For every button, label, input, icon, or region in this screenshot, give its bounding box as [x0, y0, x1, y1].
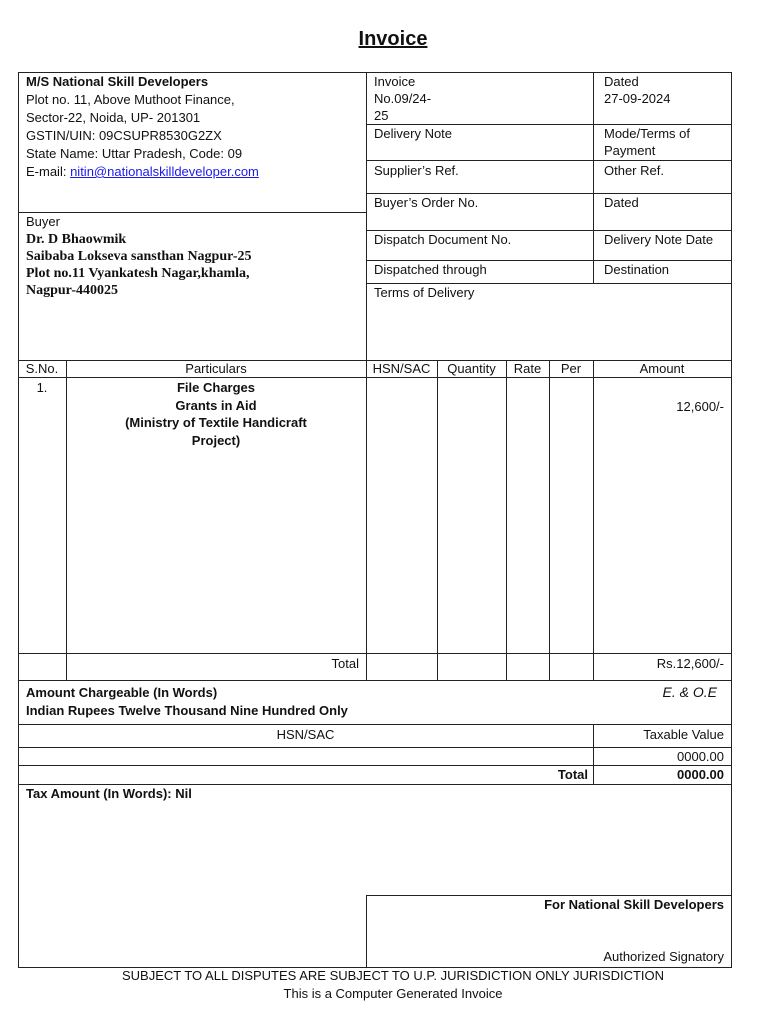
dated-value: 27-09-2024 — [604, 91, 671, 106]
destination-label: Destination — [604, 262, 670, 277]
amount-words-value: Indian Rupees Twelve Thousand Nine Hundred Only — [26, 703, 348, 718]
tax-row-value: 0000.00 — [677, 749, 724, 764]
tax-total-label: Total — [557, 767, 588, 782]
buyer-label: Buyer — [26, 214, 60, 229]
buyer-address-line1: Saibaba Lokseva sansthan Nagpur-25 — [26, 249, 252, 264]
mode-terms-label: Mode/Terms of — [604, 126, 690, 141]
items-total-label: Total — [331, 656, 359, 671]
items-total-amount: Rs.12,600/- — [656, 656, 724, 671]
buyer-address-line3: Nagpur-440025 — [26, 283, 119, 298]
seller-name: M/S National Skill Developers — [26, 74, 209, 89]
authorized-signatory: Authorized Signatory — [603, 949, 724, 964]
row-particulars-line1: File Charges — [176, 380, 256, 395]
buyer-name: Dr. D Bhaowmik — [26, 232, 127, 247]
header-hsn: HSN/SAC — [372, 361, 431, 376]
signature-for-label: For National Skill Developers — [544, 897, 724, 912]
seller-state: State Name: Uttar Pradesh, Code: 09 — [26, 146, 243, 161]
seller-address-line1: Plot no. 11, Above Muthoot Finance, — [26, 92, 235, 107]
row-particulars-line2: Grants in Aid — [175, 398, 257, 413]
footer-jurisdiction: SUBJECT TO ALL DISPUTES ARE SUBJECT TO U.P. JURISDICTION ONLY JURISDICTION — [121, 968, 665, 983]
delivery-note-date-label: Delivery Note Date — [604, 232, 714, 247]
header-quantity: Quantity — [447, 361, 496, 376]
tax-amount-words: Tax Amount (In Words): Nil — [26, 786, 192, 801]
tax-header-taxable: Taxable Value — [643, 727, 724, 742]
seller-address-line2: Sector-22, Noida, UP- 201301 — [26, 110, 201, 125]
footer-computer-generated: This is a Computer Generated Invoice — [283, 986, 503, 1001]
invoice-number-label: Invoice — [374, 74, 416, 89]
seller-email-row — [26, 164, 259, 180]
header-particulars: Particulars — [185, 361, 247, 376]
eoe-note: E. & O.E — [662, 684, 717, 700]
mode-terms-label-cont: Payment — [604, 143, 656, 158]
header-per: Per — [560, 361, 582, 376]
row-particulars-line3: (Ministry of Textile Handicraft — [125, 415, 307, 430]
suppliers-ref-label: Supplier’s Ref. — [374, 163, 459, 178]
header-amount: Amount — [639, 361, 685, 376]
terms-of-delivery-label: Terms of Delivery — [374, 285, 475, 300]
header-rate: Rate — [513, 361, 542, 376]
row-sno: 1. — [36, 380, 48, 395]
invoice-number-cont: 25 — [374, 108, 389, 123]
dispatched-through-label: Dispatched through — [374, 262, 487, 277]
tax-header-hsn: HSN/SAC — [276, 727, 335, 742]
seller-email-label: E-mail: — [26, 164, 67, 179]
order-dated-label: Dated — [604, 195, 639, 210]
dispatch-doc-label: Dispatch Document No. — [374, 232, 512, 247]
invoice-title: Invoice — [358, 28, 428, 50]
amount-words-label: Amount Chargeable (In Words) — [26, 685, 218, 700]
row-amount: 12,600/- — [676, 399, 724, 414]
seller-gstin: GSTIN/UIN: 09CSUPR8530G2ZX — [26, 128, 222, 143]
seller-email-link[interactable]: nitin@nationalskilldeveloper.com — [70, 164, 259, 179]
buyer-address-line2: Plot no.11 Vyankatesh Nagar,khamla, — [26, 266, 250, 281]
tax-total-value: 0000.00 — [677, 767, 724, 782]
other-ref-label: Other Ref. — [604, 163, 664, 178]
row-particulars-line4: Project) — [191, 433, 241, 448]
buyers-order-label: Buyer’s Order No. — [374, 195, 479, 210]
dated-label: Dated — [604, 74, 639, 89]
invoice-number: No.09/24- — [374, 91, 432, 106]
header-sno: S.No. — [25, 361, 59, 376]
delivery-note-label: Delivery Note — [374, 126, 453, 141]
